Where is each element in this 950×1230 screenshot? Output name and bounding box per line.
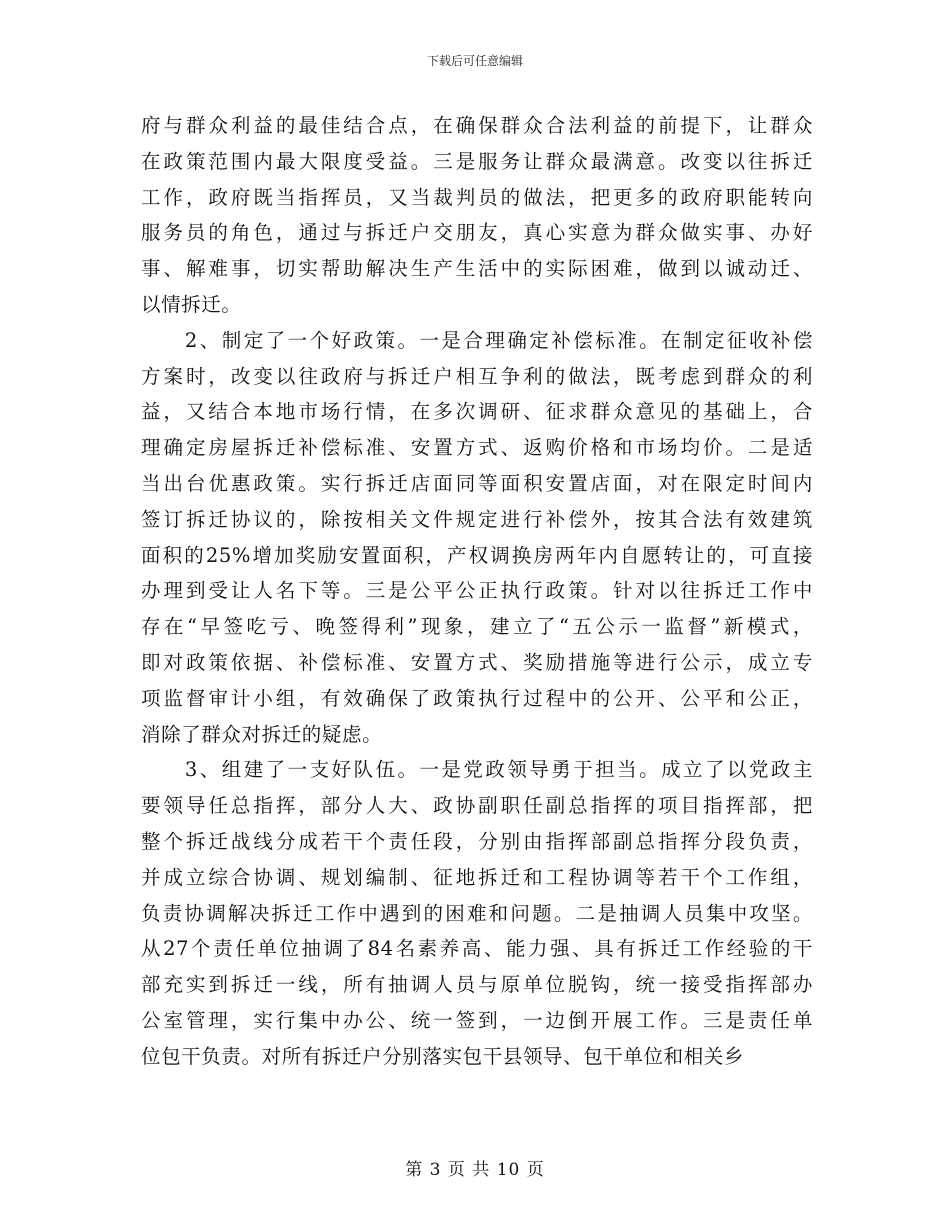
paragraph-1: [141, 108, 813, 323]
text-line: 在政策范围内最大限度受益。三是服务让群众最满意。改变以往拆迁: [141, 149, 813, 173]
text-line: 消除了群众对拆迁的疑虑。: [141, 722, 383, 746]
text-line: 即对政策依据、补偿标准、安置方式、奖励措施等进行公示，成立专: [141, 650, 813, 674]
document-body: [141, 108, 813, 1075]
text-line: 方案时，改变以往政府与拆迁户相互争利的做法，既考虑到群众的利: [141, 364, 813, 388]
text-line: 当出台优惠政策。实行拆迁店面同等面积安置店面，对在限定时间内: [141, 471, 813, 495]
paragraph-3: [141, 752, 813, 1074]
text-line: 存在“早签吃亏、晚签得利”现象，建立了“五公示一监督”新模式，: [141, 615, 813, 639]
text-line: 负责协调解决拆迁工作中遇到的困难和问题。二是抽调人员集中攻坚。: [141, 901, 813, 925]
text-line: 3、组建了一支好队伍。一是党政领导勇于担当。成立了以党政主: [141, 758, 813, 782]
text-line: 以情拆迁。: [141, 292, 242, 316]
text-line: 服务员的角色，通过与拆迁户交朋友，真心实意为群众做实事、办好: [141, 221, 813, 245]
page-number-footer: 第 3 页 共 10 页: [405, 1160, 545, 1180]
text-line: 位包干负责。对所有拆迁户分别落实包干县领导、包干单位和相关乡: [141, 1044, 745, 1068]
paragraph-2: [141, 323, 813, 753]
text-line: 公室管理，实行集中办公、统一签到，一边倒开展工作。三是责任单: [141, 1008, 813, 1032]
page-header: 下载后可任意编辑: [426, 54, 523, 68]
text-line: 理确定房屋拆迁补偿标准、安置方式、返购价格和市场均价。二是适: [141, 436, 813, 460]
text-line: 办理到受让人名下等。三是公平公正执行政策。针对以往拆迁工作中: [141, 579, 813, 603]
text-line: 府与群众利益的最佳结合点，在确保群众合法利益的前提下，让群众: [141, 114, 813, 137]
text-line: 工作，政府既当指挥员，又当裁判员的做法，把更多的政府职能转向: [141, 185, 813, 209]
text-line: 项监督审计小组，有效确保了政策执行过程中的公开、公平和公正，: [141, 686, 813, 710]
text-line: 要领导任总指挥，部分人大、政协副职任副总指挥的项目指挥部，把: [141, 794, 813, 818]
text-line: 从27个责任单位抽调了84名素养高、能力强、具有拆迁工作经验的干: [141, 937, 813, 961]
text-line: 事、解难事，切实帮助解决生产生活中的实际困难，做到以诚动迁、: [141, 257, 813, 281]
text-line: 签订拆迁协议的，除按相关文件规定进行补偿外，按其合法有效建筑: [141, 507, 813, 531]
text-line: 整个拆迁战线分成若干个责任段，分别由指挥部副总指挥分段负责，: [141, 829, 813, 853]
text-line: 并成立综合协调、规划编制、征地拆迁和工程协调等若干个工作组，: [141, 865, 813, 889]
text-line: 2、制定了一个好政策。一是合理确定补偿标准。在制定征收补偿: [141, 328, 813, 352]
text-line: 部充实到拆迁一线，所有抽调人员与原单位脱钩，统一接受指挥部办: [141, 973, 813, 997]
text-line: 面积的25%增加奖励安置面积，产权调换房两年内自愿转让的，可直接: [141, 543, 813, 567]
text-line: 益，又结合本地市场行情，在多次调研、征求群众意见的基础上，合: [141, 400, 813, 424]
